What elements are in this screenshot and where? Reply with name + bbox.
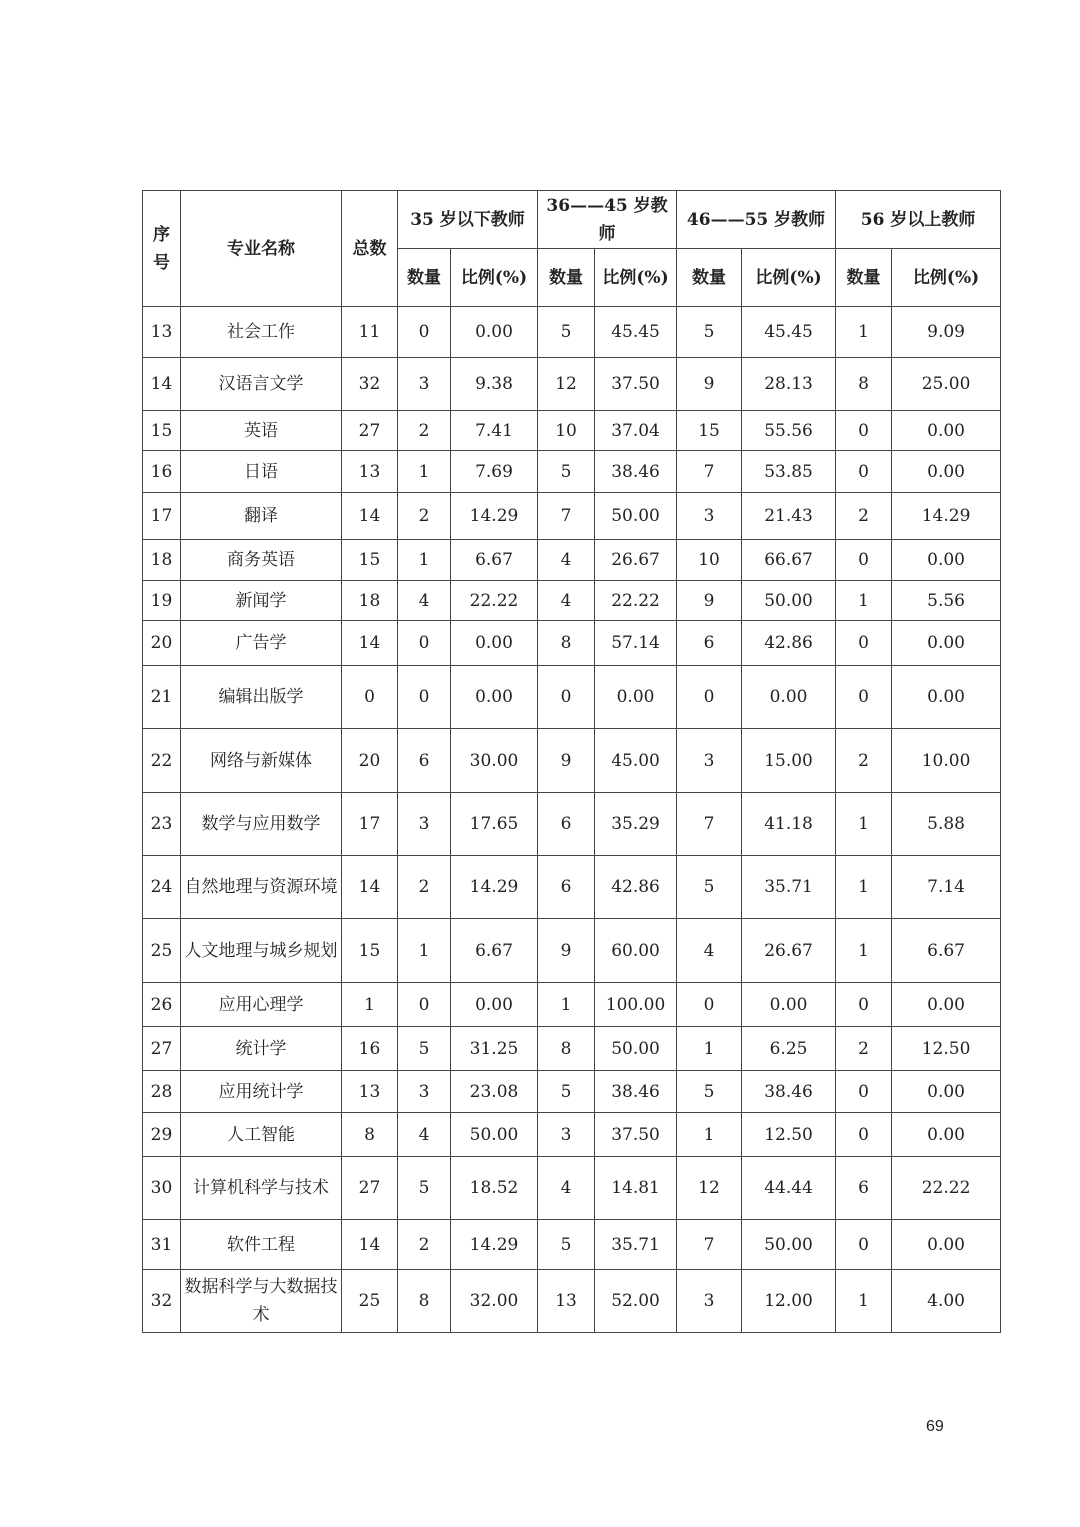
ratio-46-55: 42.86 bbox=[742, 621, 836, 666]
ratio-over-56: 14.29 bbox=[892, 493, 1001, 540]
header-total: 总数 bbox=[342, 191, 398, 307]
ratio-over-56: 7.14 bbox=[892, 856, 1001, 919]
ratio-over-56: 10.00 bbox=[892, 729, 1001, 793]
row-total: 15 bbox=[342, 540, 398, 581]
count-36-45: 5 bbox=[538, 451, 595, 493]
major-name: 人文地理与城乡规划 bbox=[181, 919, 342, 983]
major-name: 广告学 bbox=[181, 621, 342, 666]
row-total: 16 bbox=[342, 1027, 398, 1071]
count-under-35: 2 bbox=[398, 1220, 451, 1270]
count-46-55: 7 bbox=[677, 451, 742, 493]
row-total: 15 bbox=[342, 919, 398, 983]
count-under-35: 5 bbox=[398, 1027, 451, 1071]
count-46-55: 1 bbox=[677, 1027, 742, 1071]
ratio-over-56: 0.00 bbox=[892, 451, 1001, 493]
ratio-46-55: 26.67 bbox=[742, 919, 836, 983]
count-46-55: 12 bbox=[677, 1157, 742, 1220]
major-name: 汉语言文学 bbox=[181, 358, 342, 411]
count-under-35: 3 bbox=[398, 358, 451, 411]
count-over-56: 1 bbox=[836, 1270, 892, 1333]
row-total: 25 bbox=[342, 1270, 398, 1333]
count-over-56: 2 bbox=[836, 729, 892, 793]
ratio-over-56: 0.00 bbox=[892, 666, 1001, 729]
ratio-36-45: 22.22 bbox=[595, 581, 677, 621]
major-name: 软件工程 bbox=[181, 1220, 342, 1270]
count-over-56: 1 bbox=[836, 793, 892, 856]
count-36-45: 3 bbox=[538, 1113, 595, 1157]
ratio-46-55: 53.85 bbox=[742, 451, 836, 493]
ratio-under-35: 0.00 bbox=[451, 621, 538, 666]
major-name: 应用心理学 bbox=[181, 983, 342, 1027]
count-over-56: 8 bbox=[836, 358, 892, 411]
ratio-36-45: 45.45 bbox=[595, 307, 677, 358]
ratio-46-55: 55.56 bbox=[742, 411, 836, 451]
ratio-under-35: 32.00 bbox=[451, 1270, 538, 1333]
count-over-56: 0 bbox=[836, 1220, 892, 1270]
count-46-55: 15 bbox=[677, 411, 742, 451]
ratio-36-45: 50.00 bbox=[595, 1027, 677, 1071]
ratio-46-55: 45.45 bbox=[742, 307, 836, 358]
major-name: 人工智能 bbox=[181, 1113, 342, 1157]
count-over-56: 0 bbox=[836, 451, 892, 493]
ratio-46-55: 41.18 bbox=[742, 793, 836, 856]
row-seq: 22 bbox=[143, 729, 181, 793]
count-under-35: 2 bbox=[398, 493, 451, 540]
ratio-36-45: 57.14 bbox=[595, 621, 677, 666]
row-total: 14 bbox=[342, 621, 398, 666]
major-name: 数据科学与大数据技术 bbox=[181, 1270, 342, 1333]
table-row bbox=[143, 621, 1001, 666]
count-46-55: 6 bbox=[677, 621, 742, 666]
ratio-46-55: 21.43 bbox=[742, 493, 836, 540]
header-ratio: 比例(%) bbox=[451, 249, 538, 307]
ratio-under-35: 22.22 bbox=[451, 581, 538, 621]
count-46-55: 5 bbox=[677, 1071, 742, 1113]
count-36-45: 4 bbox=[538, 581, 595, 621]
header-seq: 序号 bbox=[143, 191, 181, 307]
count-under-35: 4 bbox=[398, 581, 451, 621]
ratio-over-56: 25.00 bbox=[892, 358, 1001, 411]
ratio-under-35: 17.65 bbox=[451, 793, 538, 856]
header-ratio: 比例(%) bbox=[595, 249, 677, 307]
major-name: 计算机科学与技术 bbox=[181, 1157, 342, 1220]
row-seq: 25 bbox=[143, 919, 181, 983]
ratio-over-56: 0.00 bbox=[892, 1071, 1001, 1113]
count-36-45: 6 bbox=[538, 793, 595, 856]
row-seq: 18 bbox=[143, 540, 181, 581]
ratio-46-55: 15.00 bbox=[742, 729, 836, 793]
ratio-36-45: 37.50 bbox=[595, 1113, 677, 1157]
count-over-56: 0 bbox=[836, 411, 892, 451]
row-total: 27 bbox=[342, 411, 398, 451]
row-total: 14 bbox=[342, 1220, 398, 1270]
count-36-45: 1 bbox=[538, 983, 595, 1027]
header-group-46-55: 46——55 岁教师 bbox=[677, 191, 836, 249]
major-name: 自然地理与资源环境 bbox=[181, 856, 342, 919]
count-over-56: 0 bbox=[836, 1113, 892, 1157]
count-46-55: 1 bbox=[677, 1113, 742, 1157]
ratio-46-55: 28.13 bbox=[742, 358, 836, 411]
count-under-35: 0 bbox=[398, 666, 451, 729]
major-name: 应用统计学 bbox=[181, 1071, 342, 1113]
count-36-45: 0 bbox=[538, 666, 595, 729]
row-total: 17 bbox=[342, 793, 398, 856]
count-36-45: 12 bbox=[538, 358, 595, 411]
row-total: 11 bbox=[342, 307, 398, 358]
header-count: 数量 bbox=[398, 249, 451, 307]
table-row bbox=[143, 493, 1001, 540]
row-total: 18 bbox=[342, 581, 398, 621]
page-number: 69 bbox=[926, 1418, 944, 1435]
major-name: 新闻学 bbox=[181, 581, 342, 621]
header-ratio: 比例(%) bbox=[892, 249, 1001, 307]
ratio-over-56: 0.00 bbox=[892, 1220, 1001, 1270]
row-seq: 23 bbox=[143, 793, 181, 856]
count-under-35: 2 bbox=[398, 856, 451, 919]
count-under-35: 2 bbox=[398, 411, 451, 451]
count-46-55: 7 bbox=[677, 793, 742, 856]
ratio-46-55: 6.25 bbox=[742, 1027, 836, 1071]
table-row bbox=[143, 983, 1001, 1027]
row-total: 8 bbox=[342, 1113, 398, 1157]
count-46-55: 10 bbox=[677, 540, 742, 581]
table-row bbox=[143, 540, 1001, 581]
ratio-36-45: 35.29 bbox=[595, 793, 677, 856]
ratio-over-56: 0.00 bbox=[892, 540, 1001, 581]
count-over-56: 1 bbox=[836, 307, 892, 358]
count-46-55: 3 bbox=[677, 493, 742, 540]
ratio-36-45: 38.46 bbox=[595, 451, 677, 493]
count-under-35: 0 bbox=[398, 307, 451, 358]
header-ratio: 比例(%) bbox=[742, 249, 836, 307]
table-row bbox=[143, 856, 1001, 919]
major-name: 英语 bbox=[181, 411, 342, 451]
count-over-56: 1 bbox=[836, 856, 892, 919]
count-under-35: 4 bbox=[398, 1113, 451, 1157]
count-over-56: 2 bbox=[836, 493, 892, 540]
ratio-under-35: 30.00 bbox=[451, 729, 538, 793]
row-total: 20 bbox=[342, 729, 398, 793]
row-seq: 16 bbox=[143, 451, 181, 493]
table-row bbox=[143, 666, 1001, 729]
table-row bbox=[143, 1071, 1001, 1113]
count-36-45: 5 bbox=[538, 1220, 595, 1270]
ratio-46-55: 38.46 bbox=[742, 1071, 836, 1113]
ratio-36-45: 45.00 bbox=[595, 729, 677, 793]
count-under-35: 5 bbox=[398, 1157, 451, 1220]
count-under-35: 3 bbox=[398, 793, 451, 856]
ratio-36-45: 38.46 bbox=[595, 1071, 677, 1113]
ratio-46-55: 50.00 bbox=[742, 581, 836, 621]
count-46-55: 7 bbox=[677, 1220, 742, 1270]
ratio-46-55: 0.00 bbox=[742, 666, 836, 729]
ratio-over-56: 0.00 bbox=[892, 983, 1001, 1027]
count-36-45: 9 bbox=[538, 919, 595, 983]
table-row bbox=[143, 1270, 1001, 1333]
row-seq: 20 bbox=[143, 621, 181, 666]
count-over-56: 1 bbox=[836, 919, 892, 983]
row-total: 27 bbox=[342, 1157, 398, 1220]
count-under-35: 0 bbox=[398, 621, 451, 666]
row-total: 32 bbox=[342, 358, 398, 411]
header-group-under-35: 35 岁以下教师 bbox=[398, 191, 538, 249]
ratio-under-35: 6.67 bbox=[451, 919, 538, 983]
ratio-46-55: 44.44 bbox=[742, 1157, 836, 1220]
table-row bbox=[143, 581, 1001, 621]
ratio-36-45: 50.00 bbox=[595, 493, 677, 540]
count-36-45: 5 bbox=[538, 1071, 595, 1113]
table-row bbox=[143, 919, 1001, 983]
count-over-56: 0 bbox=[836, 983, 892, 1027]
count-under-35: 3 bbox=[398, 1071, 451, 1113]
header-count: 数量 bbox=[677, 249, 742, 307]
ratio-over-56: 5.56 bbox=[892, 581, 1001, 621]
row-seq: 17 bbox=[143, 493, 181, 540]
count-under-35: 0 bbox=[398, 983, 451, 1027]
count-36-45: 8 bbox=[538, 621, 595, 666]
count-under-35: 8 bbox=[398, 1270, 451, 1333]
ratio-36-45: 100.00 bbox=[595, 983, 677, 1027]
row-seq: 13 bbox=[143, 307, 181, 358]
count-36-45: 5 bbox=[538, 307, 595, 358]
count-36-45: 10 bbox=[538, 411, 595, 451]
ratio-36-45: 0.00 bbox=[595, 666, 677, 729]
count-under-35: 1 bbox=[398, 451, 451, 493]
ratio-under-35: 50.00 bbox=[451, 1113, 538, 1157]
table-body bbox=[143, 307, 1001, 1333]
table-row bbox=[143, 1113, 1001, 1157]
ratio-36-45: 37.04 bbox=[595, 411, 677, 451]
row-seq: 21 bbox=[143, 666, 181, 729]
header-count: 数量 bbox=[836, 249, 892, 307]
ratio-over-56: 6.67 bbox=[892, 919, 1001, 983]
count-46-55: 3 bbox=[677, 1270, 742, 1333]
table-row bbox=[143, 793, 1001, 856]
count-46-55: 4 bbox=[677, 919, 742, 983]
ratio-over-56: 0.00 bbox=[892, 621, 1001, 666]
count-46-55: 3 bbox=[677, 729, 742, 793]
major-name: 统计学 bbox=[181, 1027, 342, 1071]
teacher-age-table bbox=[142, 190, 1001, 1333]
count-36-45: 8 bbox=[538, 1027, 595, 1071]
count-over-56: 0 bbox=[836, 621, 892, 666]
table-row bbox=[143, 307, 1001, 358]
ratio-under-35: 31.25 bbox=[451, 1027, 538, 1071]
count-over-56: 1 bbox=[836, 581, 892, 621]
ratio-over-56: 22.22 bbox=[892, 1157, 1001, 1220]
count-under-35: 6 bbox=[398, 729, 451, 793]
ratio-under-35: 23.08 bbox=[451, 1071, 538, 1113]
header-group-over-56: 56 岁以上教师 bbox=[836, 191, 1001, 249]
table-row bbox=[143, 729, 1001, 793]
ratio-under-35: 14.29 bbox=[451, 1220, 538, 1270]
ratio-under-35: 7.69 bbox=[451, 451, 538, 493]
ratio-36-45: 52.00 bbox=[595, 1270, 677, 1333]
header-group-36-45: 36——45 岁教师 bbox=[538, 191, 677, 249]
count-46-55: 9 bbox=[677, 581, 742, 621]
ratio-46-55: 66.67 bbox=[742, 540, 836, 581]
ratio-46-55: 35.71 bbox=[742, 856, 836, 919]
ratio-46-55: 12.00 bbox=[742, 1270, 836, 1333]
count-46-55: 5 bbox=[677, 307, 742, 358]
ratio-over-56: 5.88 bbox=[892, 793, 1001, 856]
header-major: 专业名称 bbox=[181, 191, 342, 307]
row-total: 13 bbox=[342, 1071, 398, 1113]
row-seq: 29 bbox=[143, 1113, 181, 1157]
ratio-under-35: 0.00 bbox=[451, 666, 538, 729]
ratio-36-45: 14.81 bbox=[595, 1157, 677, 1220]
row-seq: 24 bbox=[143, 856, 181, 919]
count-36-45: 7 bbox=[538, 493, 595, 540]
count-over-56: 0 bbox=[836, 1071, 892, 1113]
major-name: 编辑出版学 bbox=[181, 666, 342, 729]
ratio-under-35: 0.00 bbox=[451, 983, 538, 1027]
count-36-45: 9 bbox=[538, 729, 595, 793]
table-row bbox=[143, 451, 1001, 493]
ratio-under-35: 14.29 bbox=[451, 493, 538, 540]
row-seq: 32 bbox=[143, 1270, 181, 1333]
count-over-56: 0 bbox=[836, 666, 892, 729]
row-seq: 27 bbox=[143, 1027, 181, 1071]
count-under-35: 1 bbox=[398, 540, 451, 581]
count-46-55: 0 bbox=[677, 666, 742, 729]
major-name: 商务英语 bbox=[181, 540, 342, 581]
ratio-over-56: 0.00 bbox=[892, 1113, 1001, 1157]
table-row bbox=[143, 1027, 1001, 1071]
row-seq: 30 bbox=[143, 1157, 181, 1220]
ratio-36-45: 26.67 bbox=[595, 540, 677, 581]
ratio-under-35: 18.52 bbox=[451, 1157, 538, 1220]
count-over-56: 2 bbox=[836, 1027, 892, 1071]
table-row bbox=[143, 411, 1001, 451]
header-count: 数量 bbox=[538, 249, 595, 307]
ratio-36-45: 37.50 bbox=[595, 358, 677, 411]
row-total: 14 bbox=[342, 493, 398, 540]
count-over-56: 0 bbox=[836, 540, 892, 581]
count-36-45: 4 bbox=[538, 1157, 595, 1220]
count-36-45: 13 bbox=[538, 1270, 595, 1333]
major-name: 社会工作 bbox=[181, 307, 342, 358]
row-seq: 28 bbox=[143, 1071, 181, 1113]
row-seq: 31 bbox=[143, 1220, 181, 1270]
row-seq: 15 bbox=[143, 411, 181, 451]
ratio-over-56: 9.09 bbox=[892, 307, 1001, 358]
ratio-46-55: 12.50 bbox=[742, 1113, 836, 1157]
count-over-56: 6 bbox=[836, 1157, 892, 1220]
ratio-36-45: 60.00 bbox=[595, 919, 677, 983]
ratio-over-56: 0.00 bbox=[892, 411, 1001, 451]
table-row bbox=[143, 358, 1001, 411]
major-name: 翻译 bbox=[181, 493, 342, 540]
ratio-46-55: 50.00 bbox=[742, 1220, 836, 1270]
row-total: 0 bbox=[342, 666, 398, 729]
ratio-over-56: 4.00 bbox=[892, 1270, 1001, 1333]
row-seq: 19 bbox=[143, 581, 181, 621]
ratio-36-45: 42.86 bbox=[595, 856, 677, 919]
ratio-under-35: 9.38 bbox=[451, 358, 538, 411]
count-46-55: 5 bbox=[677, 856, 742, 919]
row-seq: 14 bbox=[143, 358, 181, 411]
major-name: 网络与新媒体 bbox=[181, 729, 342, 793]
row-total: 13 bbox=[342, 451, 398, 493]
count-under-35: 1 bbox=[398, 919, 451, 983]
count-36-45: 6 bbox=[538, 856, 595, 919]
major-name: 日语 bbox=[181, 451, 342, 493]
row-total: 1 bbox=[342, 983, 398, 1027]
count-46-55: 0 bbox=[677, 983, 742, 1027]
ratio-under-35: 14.29 bbox=[451, 856, 538, 919]
row-seq: 26 bbox=[143, 983, 181, 1027]
ratio-46-55: 0.00 bbox=[742, 983, 836, 1027]
count-46-55: 9 bbox=[677, 358, 742, 411]
ratio-under-35: 7.41 bbox=[451, 411, 538, 451]
ratio-36-45: 35.71 bbox=[595, 1220, 677, 1270]
table-row bbox=[143, 1220, 1001, 1270]
ratio-under-35: 0.00 bbox=[451, 307, 538, 358]
major-name: 数学与应用数学 bbox=[181, 793, 342, 856]
ratio-over-56: 12.50 bbox=[892, 1027, 1001, 1071]
table-row bbox=[143, 1157, 1001, 1220]
row-total: 14 bbox=[342, 856, 398, 919]
ratio-under-35: 6.67 bbox=[451, 540, 538, 581]
count-36-45: 4 bbox=[538, 540, 595, 581]
